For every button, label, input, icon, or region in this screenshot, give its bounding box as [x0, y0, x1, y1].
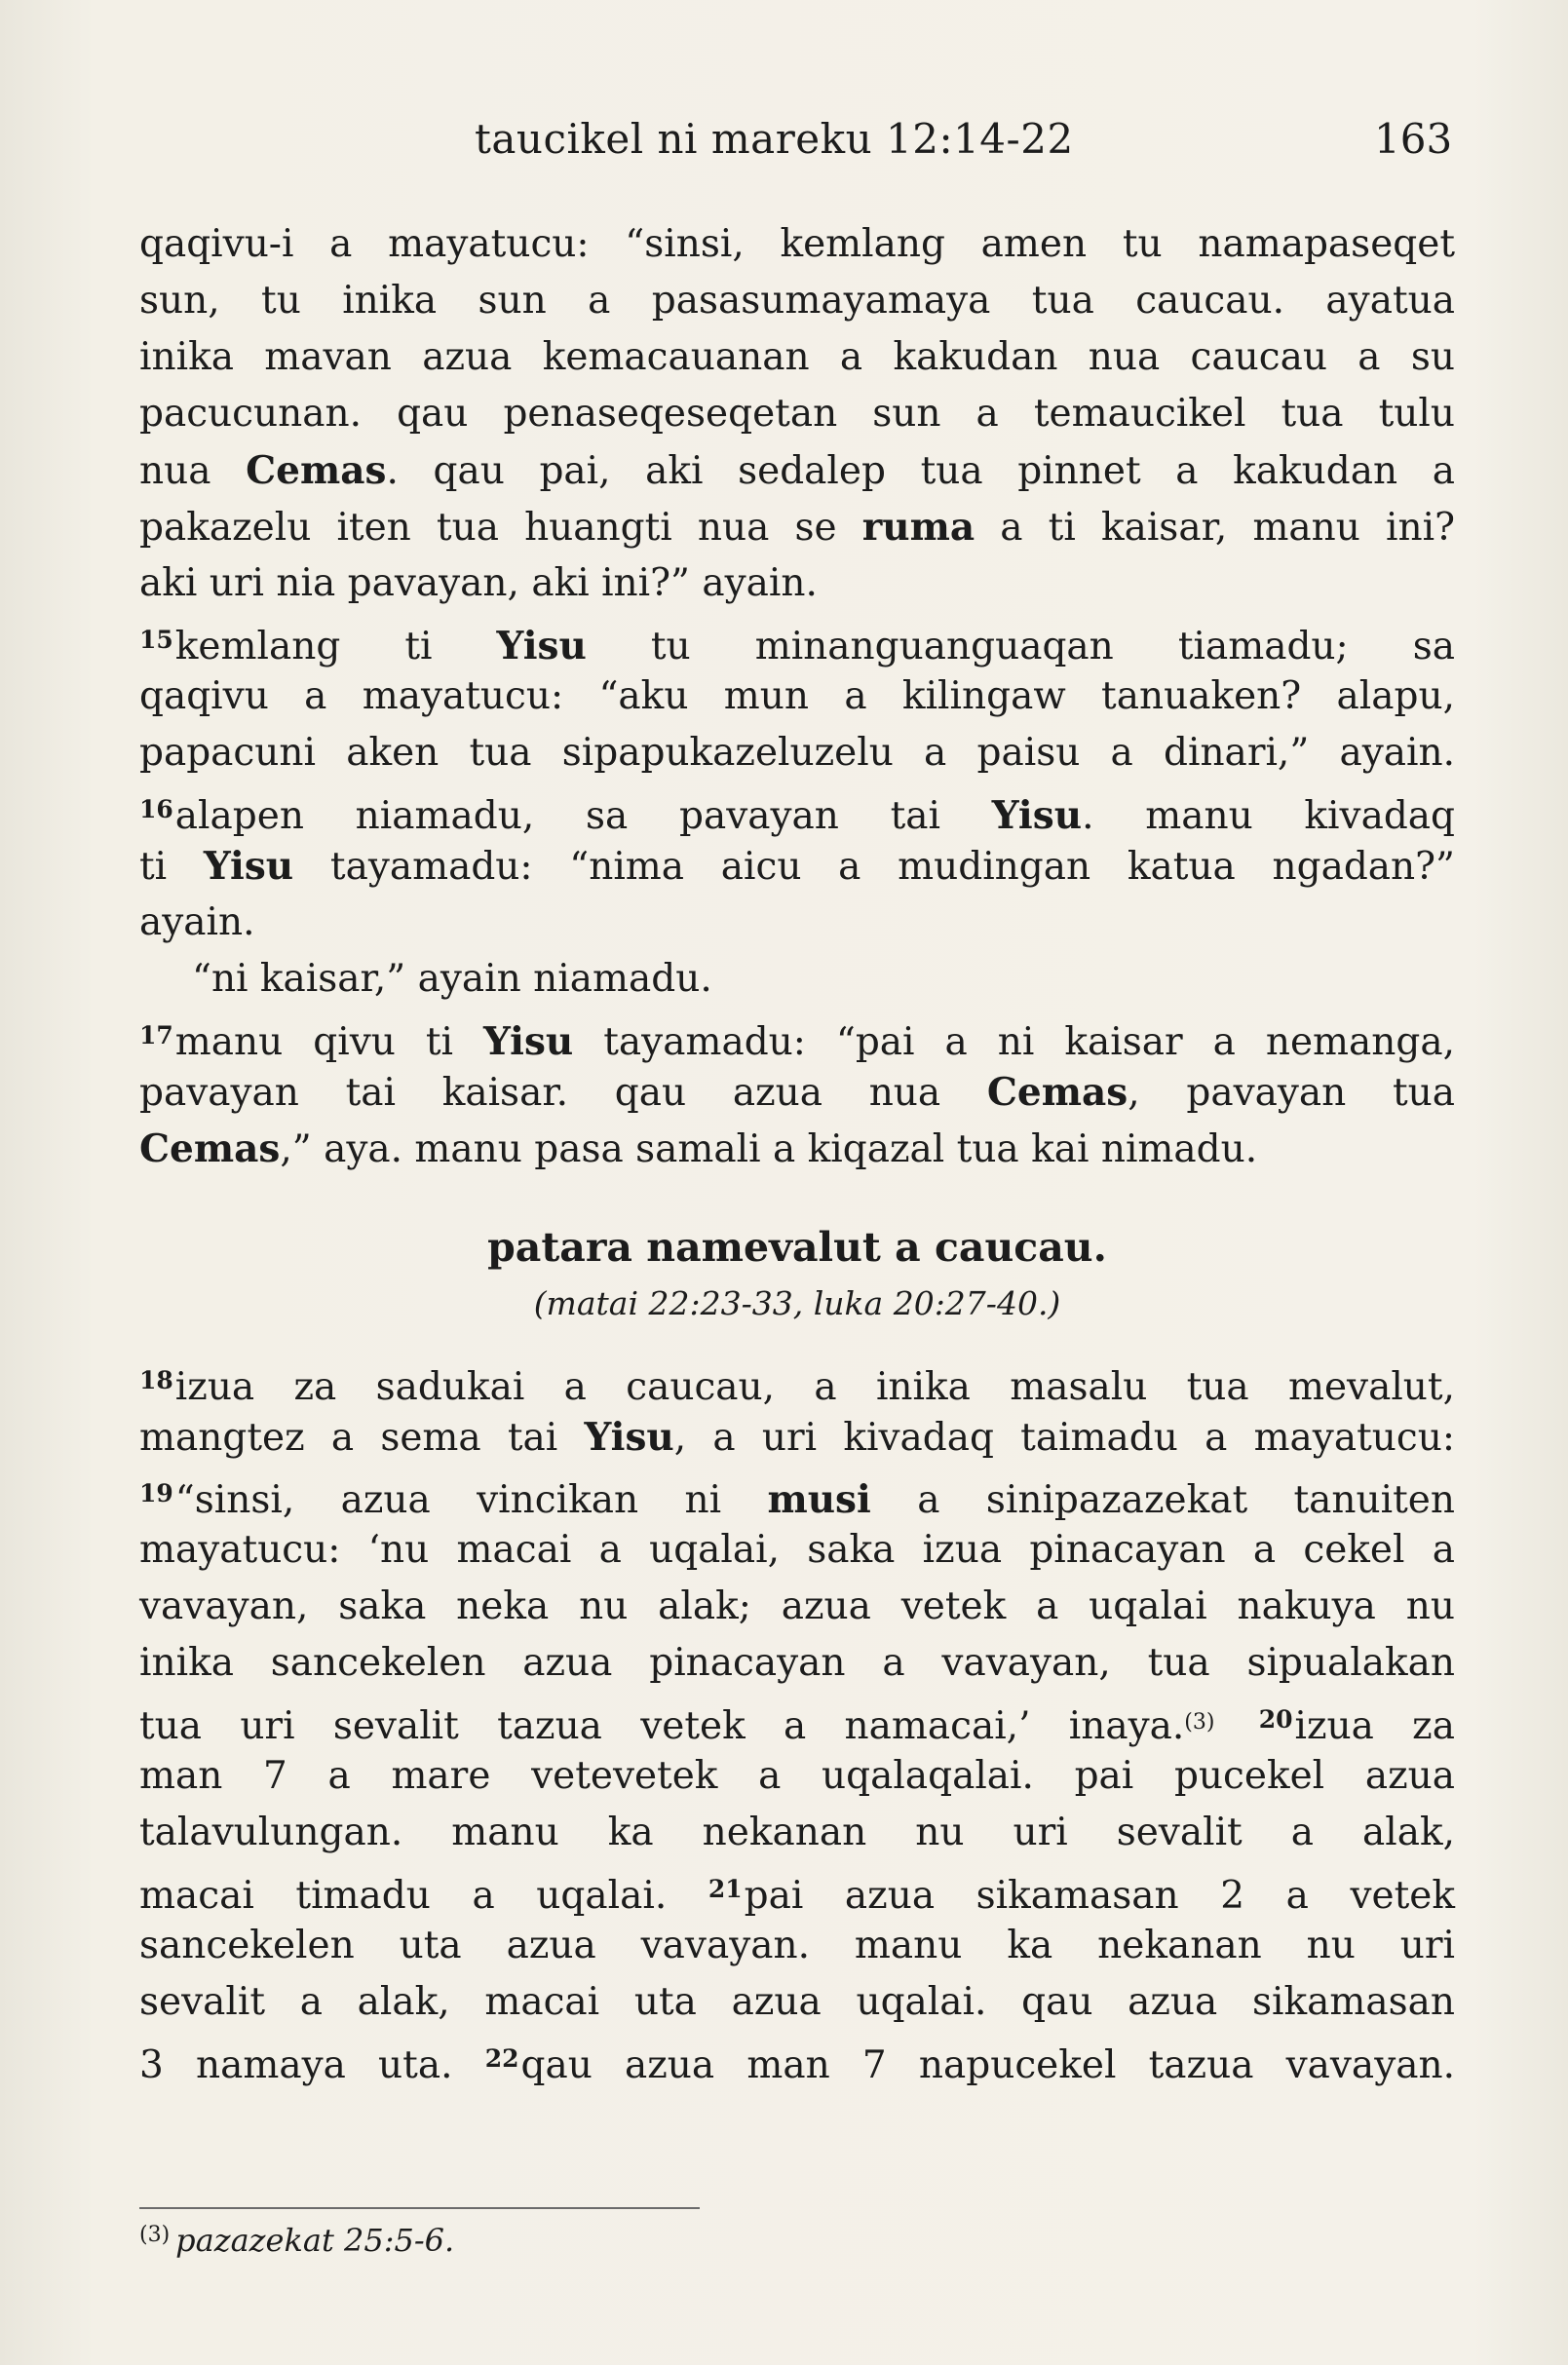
text-line: aki uri nia pavayan, aki ini?” ayain.: [139, 561, 818, 605]
text-run: mangtez a sema tai: [139, 1416, 585, 1460]
bold-word: ruma: [861, 505, 975, 550]
text-line: man 7 a mare vetevetek a uqalaqalai. pai pucekel azua: [139, 1754, 1455, 1798]
text-line: sun, tu inika sun a pasasumayamaya tua caucau. ayatua: [139, 279, 1455, 323]
text-line: [139, 1064, 1455, 1121]
text-line: vavayan, saka neka nu alak; azua vetek a uqalai nakuya nu: [139, 1584, 1455, 1628]
bold-word: Cemas: [246, 448, 387, 493]
text-run: a ti kaisar, manu ini?: [975, 506, 1456, 550]
text-line: [139, 612, 1455, 668]
text-run: 3 namaya uta.: [139, 2043, 485, 2087]
verse-number: 21: [708, 1875, 743, 1903]
running-title: taucikel ni mareku 12:14-22: [475, 115, 1074, 163]
text-line: pacucunan. qau penaseqeseqetan sun a temaucikel tua tulu: [139, 392, 1455, 436]
bold-word: Cemas: [986, 1070, 1128, 1115]
bold-word: Yisu: [482, 1019, 574, 1064]
verse-number: 19: [139, 1479, 173, 1507]
footnote-text: pazazekat 25:5-6.: [175, 2222, 455, 2259]
text-run: macai timadu a uqalai.: [139, 1874, 708, 1918]
footnote-divider: [139, 2207, 700, 2209]
text-run: ti: [139, 845, 204, 889]
bold-word: Yisu: [991, 793, 1083, 838]
bold-word: Yisu: [496, 624, 587, 668]
verse-number: 15: [139, 626, 173, 654]
verse-number: 18: [139, 1366, 173, 1394]
text-run: izua za: [1294, 1704, 1455, 1748]
verse-number: 16: [139, 795, 173, 823]
text-run: kemlang ti: [174, 625, 497, 668]
text-line: inika mavan azua kemacauanan a kakudan nua caucau a su: [139, 335, 1455, 379]
text-line: [139, 782, 1455, 838]
text-run: izua za sadukai a caucau, a inika masalu tua mevalut,: [174, 1365, 1455, 1409]
text-line: [139, 1353, 1455, 1409]
bold-word: Cemas: [139, 1126, 281, 1171]
text-run: alapen niamadu, sa pavayan tai: [174, 794, 992, 838]
text-run: . manu kivadaq: [1082, 794, 1456, 838]
text-line: sevalit a alak, macai uta azua uqalai. qau azua sikamasan: [139, 1980, 1455, 2024]
text-run: manu qivu ti: [174, 1020, 483, 1064]
text-run: tua uri sevalit tazua vetek a namacai,’ inaya.: [139, 1704, 1185, 1748]
text-line: “ni kaisar,” ayain niamadu.: [192, 957, 712, 1001]
text-line: mayatucu: ‘nu macai a uqalai, saka izua pinacayan a cekel a: [139, 1528, 1455, 1572]
text-line: ayain.: [139, 900, 255, 944]
text-run: , a uri kivadaq taimadu a mayatucu:: [673, 1416, 1455, 1460]
footnote-mark: (3): [139, 2223, 171, 2247]
section-heading: patara namevalut a caucau.: [487, 1224, 1107, 1271]
verse-number: 17: [139, 1021, 173, 1049]
bold-word: Yisu: [584, 1415, 674, 1460]
verse-number: 20: [1258, 1705, 1293, 1734]
text-run: ,” aya. manu pasa samali a kiqazal tua kai nimadu.: [280, 1127, 1258, 1171]
text-run: qau azua man 7 napucekel tazua vavayan.: [520, 2043, 1455, 2087]
text-run: pavayan tai kaisar. qau azua nua: [139, 1071, 987, 1115]
footnote: [139, 2222, 454, 2259]
text-line: [139, 1692, 1455, 1748]
text-line: qaqivu a mayatucu: “aku mun a kilingaw tanuaken? alapu,: [139, 674, 1455, 718]
text-run: “sinsi, azua vincikan ni: [174, 1478, 768, 1522]
text-line: inika sancekelen azua pinacayan a vavayan, tua sipualakan: [139, 1641, 1455, 1685]
bold-word: musi: [767, 1477, 871, 1522]
text-run: pakazelu iten tua huangti nua se: [139, 506, 862, 550]
text-run: , pavayan tua: [1128, 1071, 1455, 1115]
text-run: . qau pai, aki sedalep tua pinnet a kakudan a: [386, 449, 1455, 493]
text-line: [139, 1409, 1455, 1466]
text-run: nua: [139, 449, 247, 493]
body-text: [139, 216, 1455, 2087]
verse-number: 22: [484, 2044, 519, 2073]
text-line: [139, 1466, 1455, 1522]
text-line: [139, 442, 1455, 499]
text-line: talavulungan. manu ka nekanan nu uri sevalit a alak,: [139, 1811, 1455, 1854]
section-reference: (matai 22:23-33, luka 20:27-40.): [533, 1284, 1061, 1322]
text-line: [139, 1008, 1455, 1064]
text-line: [139, 2031, 1455, 2087]
page-number: 163: [1374, 115, 1453, 163]
text-run: pai azua sikamasan 2 a vetek: [744, 1874, 1455, 1918]
text-line: sancekelen uta azua vavayan. manu ka nekanan nu uri: [139, 1924, 1455, 1967]
text-line: [139, 838, 1455, 895]
text-run: tayamadu: “nima aicu a mudingan katua ngadan?”: [293, 845, 1455, 889]
running-header: [0, 115, 1568, 183]
text-run: a sinipazazekat tanuiten: [870, 1478, 1455, 1522]
text-line: papacuni aken tua sipapukazeluzelu a paisu a dinari,” ayain.: [139, 731, 1455, 775]
text-line: [139, 1121, 1455, 1177]
footnote-reference: (3): [1184, 1710, 1215, 1735]
text-line: [139, 1861, 1455, 1918]
text-line: qaqivu-i a mayatucu: “sinsi, kemlang amen tu namapaseqet: [139, 222, 1455, 266]
text-run: tu minanguanguaqan tiamadu; sa: [586, 625, 1455, 668]
text-line: [139, 499, 1455, 555]
bold-word: Yisu: [203, 844, 294, 889]
text-run: tayamadu: “pai a ni kaisar a nemanga,: [573, 1020, 1455, 1064]
